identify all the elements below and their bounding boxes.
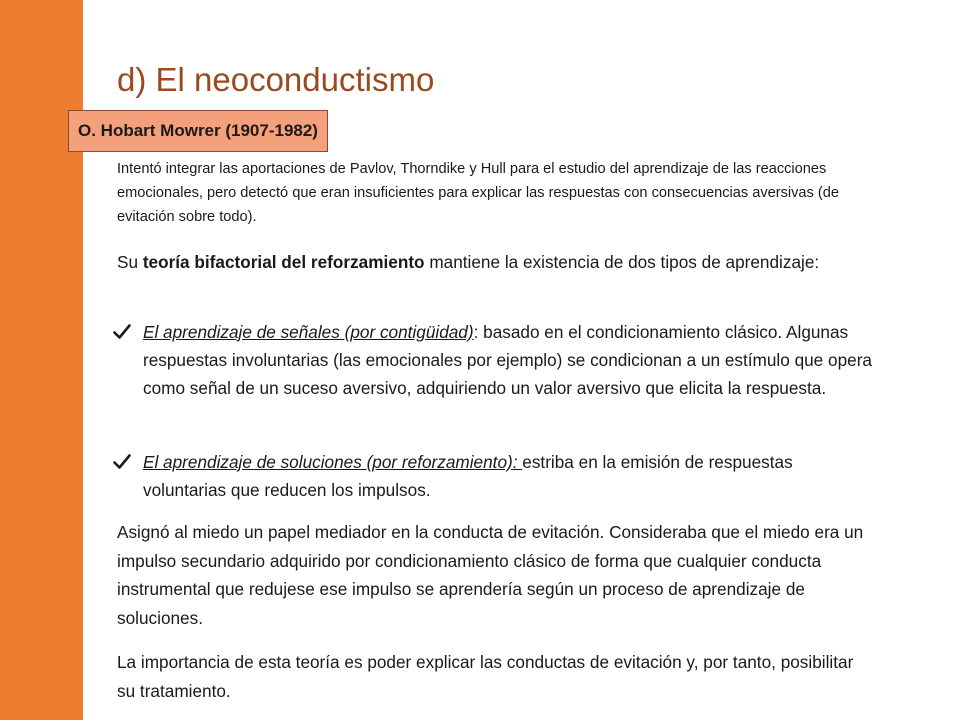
signal-learning-term: El aprendizaje de señales (por contigüidad) [143, 322, 474, 342]
list-item-solution-learning [113, 448, 873, 504]
importance-paragraph: La importancia de esta teoría es poder explicar las conductas de evitación y, por tanto, posibilitar su tratamiento. [117, 652, 854, 701]
solution-learning-text: estriba en la emisión de respuestas voluntarias que reducen los impulsos. [143, 452, 793, 500]
slide-title: d) El neoconductismo [117, 61, 435, 98]
list-item-signal-learning [113, 318, 873, 402]
sidebar-accent-bar [0, 0, 83, 720]
solution-learning-term: El aprendizaje de soluciones (por reforzamiento): [143, 452, 523, 472]
author-label-box [68, 110, 328, 152]
theory-paragraph [117, 248, 867, 276]
signal-learning-text: : basado en el condicionamiento clásico. Algunas respuestas involuntarias (las emocionales por ejemplo) se condicionan a un estímulo que opera como señal de un suceso aversivo, adquiriendo un valor aversivo que elicita la respuesta. [143, 322, 872, 398]
theory-text-pre: Su [117, 252, 143, 272]
fear-paragraph: Asignó al miedo un papel mediador en la conducta de evitación. Consideraba que el miedo era un impulso secundario adquirido por condicionamiento clásico de forma que cualquier conducta instrumental que redujese ese impulso se aprendería según un proceso de aprendizaje de soluciones. [117, 522, 864, 628]
check-icon [113, 318, 137, 350]
intro-paragraph: Intentó integrar las aportaciones de Pavlov, Thorndike y Hull para el estudio del aprendizaje de las reacciones emocionales, pero detectó que eran insuficientes para explicar las respuestas con consecuencias aversivas (de evitación sobre todo). [117, 161, 839, 225]
theory-text-post: mantiene la existencia de dos tipos de aprendizaje: [424, 252, 820, 272]
check-icon [113, 448, 137, 480]
theory-name: teoría bifactorial del reforzamiento [142, 252, 425, 272]
author-label: O. Hobart Mowrer (1907-1982) [78, 121, 318, 140]
